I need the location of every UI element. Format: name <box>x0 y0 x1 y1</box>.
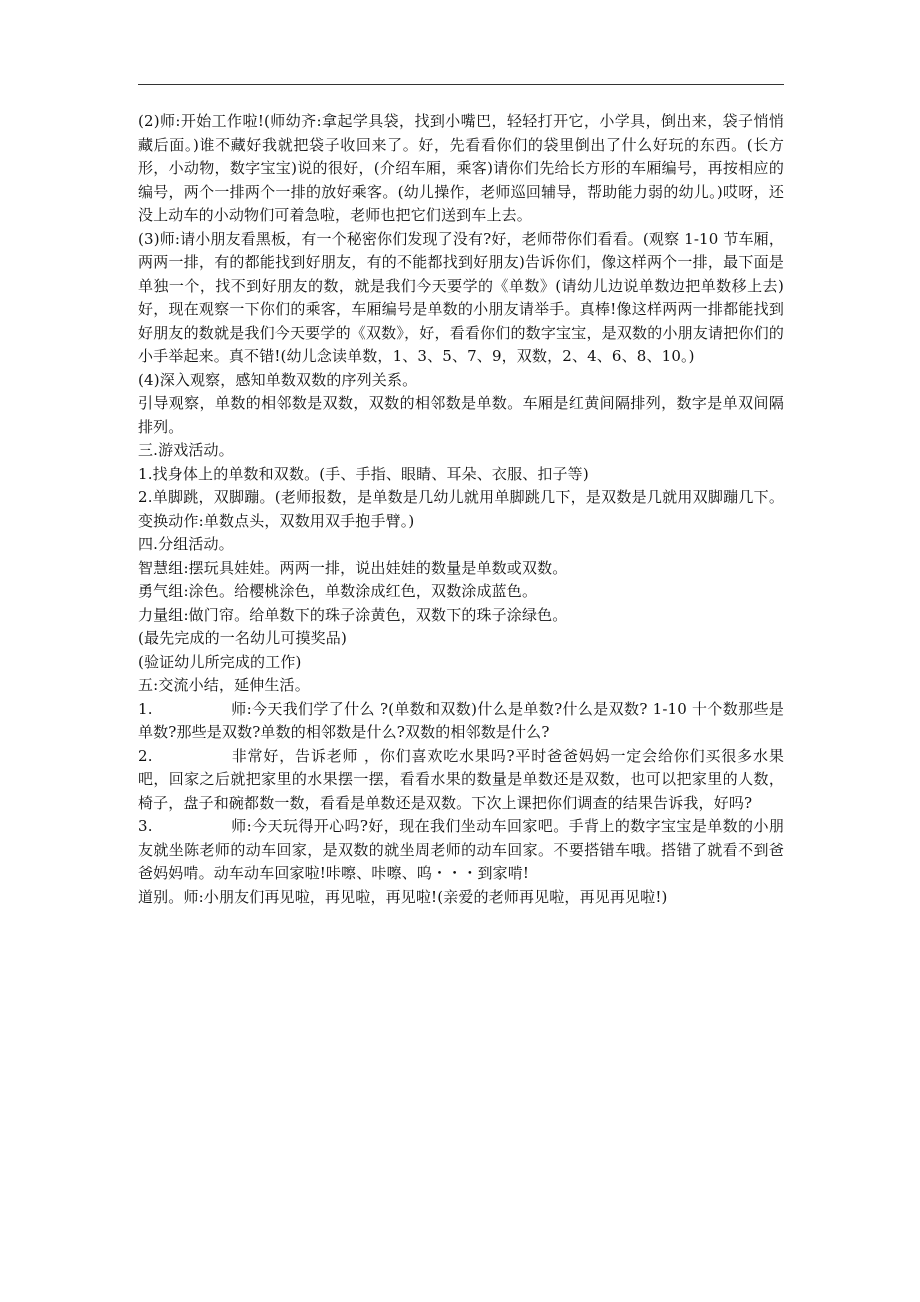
paragraph-step-4: (4)深入观察，感知单数双数的序列关系。 <box>138 370 418 389</box>
paragraph-game-1: 1.找身体上的单数和双数。(手、手指、眼睛、耳朵、衣服、扣子等) <box>138 464 589 483</box>
paragraph-group-wisdom: 智慧组:摆玩具娃娃。两两一排，说出娃娃的数量是单数或双数。 <box>138 558 568 577</box>
section-heading-summary: 五:交流小结，延伸生活。 <box>138 676 310 694</box>
paragraph-guided-observation: 引导观察，单数的相邻数是双数，双数的相邻数是单数。车厢是红黄间隔排列，数字是单双间隔排列。 <box>138 394 784 436</box>
paragraph-verify-note: (验证幼儿所完成的工作) <box>138 652 302 671</box>
item-text: 师:今天我们学了什么 ?(单数和双数)什么是单数?什么是双数? 1-10 十个数那些是单数?那些是双数?单数的相邻数是什么?双数的相邻数是什么? <box>138 699 784 741</box>
item-text: 师:今天玩得开心吗?好，现在我们坐动车回家吧。手背上的数字宝宝是单数的小朋友就坐陈老师的动车回家，是双数的就坐周老师的动车回家。不要搭错车哦。搭错了就看不到爸爸妈妈啃。动车动车回家啦!咔嚓、咔嚓、呜・・・到家啃! <box>138 817 784 882</box>
paragraph-group-strength: 力量组:做门帘。给单数下的珠子涂黄色，双数下的珠子涂绿色。 <box>138 605 568 624</box>
paragraph-game-2: 2.单脚跳，双脚蹦。(老师报数，是单数是几幼儿就用单脚跳几下，是双数是几就用双脚蹦几下。变换动作:单数点头，双数用双手抱手臂。) <box>138 488 784 530</box>
item-text: 非常好，告诉老师 ，你们喜欢吃水果吗?平时爸爸妈妈一定会给你们买很多水果吧，回家之后就把家里的水果摆一摆，看看水果的数量是单数还是双数，也可以把家里的人数，椅子，盘子和碗都数一数，看看是单数还是双数。下次上课把你们调查的结果告诉我，好吗? <box>138 746 784 812</box>
header-rule <box>138 84 784 85</box>
numbered-item <box>138 745 784 816</box>
paragraph-group-courage: 勇气组:涂色。给樱桃涂色，单数涂成红色，双数涂成蓝色。 <box>138 582 538 600</box>
paragraph-closing: 道别。师:小朋友们再见啦，再见啦，再见啦!(亲爱的老师再见啦，再见再见啦!) <box>138 887 668 906</box>
item-number: 1. <box>138 699 153 718</box>
section-heading-games: 三.游戏活动。 <box>138 441 234 459</box>
paragraph-prize-note: (最先完成的一名幼儿可摸奖品) <box>138 629 347 647</box>
paragraph-step-3: (3)师:请小朋友看黑板，有一个秘密你们发现了没有?好，老师带你们看看。(观察 1-10 节车厢，两两一排，有的都能找到好朋友，有的不能都找到好朋友)告诉你们，像这样两个一排，最下面是单独一个，找不到好朋友的数，就是我们今天要学的《单数》(请幼儿边说单数边把单数移上去)好，现在观察一下你们的乘客，车厢编号是单数的小朋友请举手。真棒!像这样两两一排都能找到好朋友的数就是我们今天要学的《双数》，好，看看你们的数字宝宝，是双数的小朋友请把你们的小手举起来。真不错!(幼儿念读单数，1、3、5、7、9，双数，2、4、6、8、10。) <box>138 229 784 365</box>
numbered-item <box>138 698 784 745</box>
document-body <box>138 110 784 909</box>
item-number: 2. <box>138 746 153 765</box>
paragraph-step-2: (2)师:开始工作啦!(师幼齐:拿起学具袋，找到小嘴巴，轻轻打开它，小学具，倒出来，袋子悄悄藏后面。)谁不藏好我就把袋子收回来了。好，先看看你们的袋里倒出了什么好玩的东西。(长方形，小动物，数字宝宝)说的很好，(介绍车厢，乘客)请你们先给长方形的车厢编号，再按相应的编号，两个一排两个一排的放好乘客。(幼儿操作，老师巡回辅导，帮助能力弱的幼儿。)哎呀，还没上动车的小动物们可着急啦，老师也把它们送到车上去。 <box>138 112 784 224</box>
section-heading-groups: 四.分组活动。 <box>138 535 234 553</box>
item-number: 3. <box>138 817 153 835</box>
numbered-item <box>138 815 784 886</box>
